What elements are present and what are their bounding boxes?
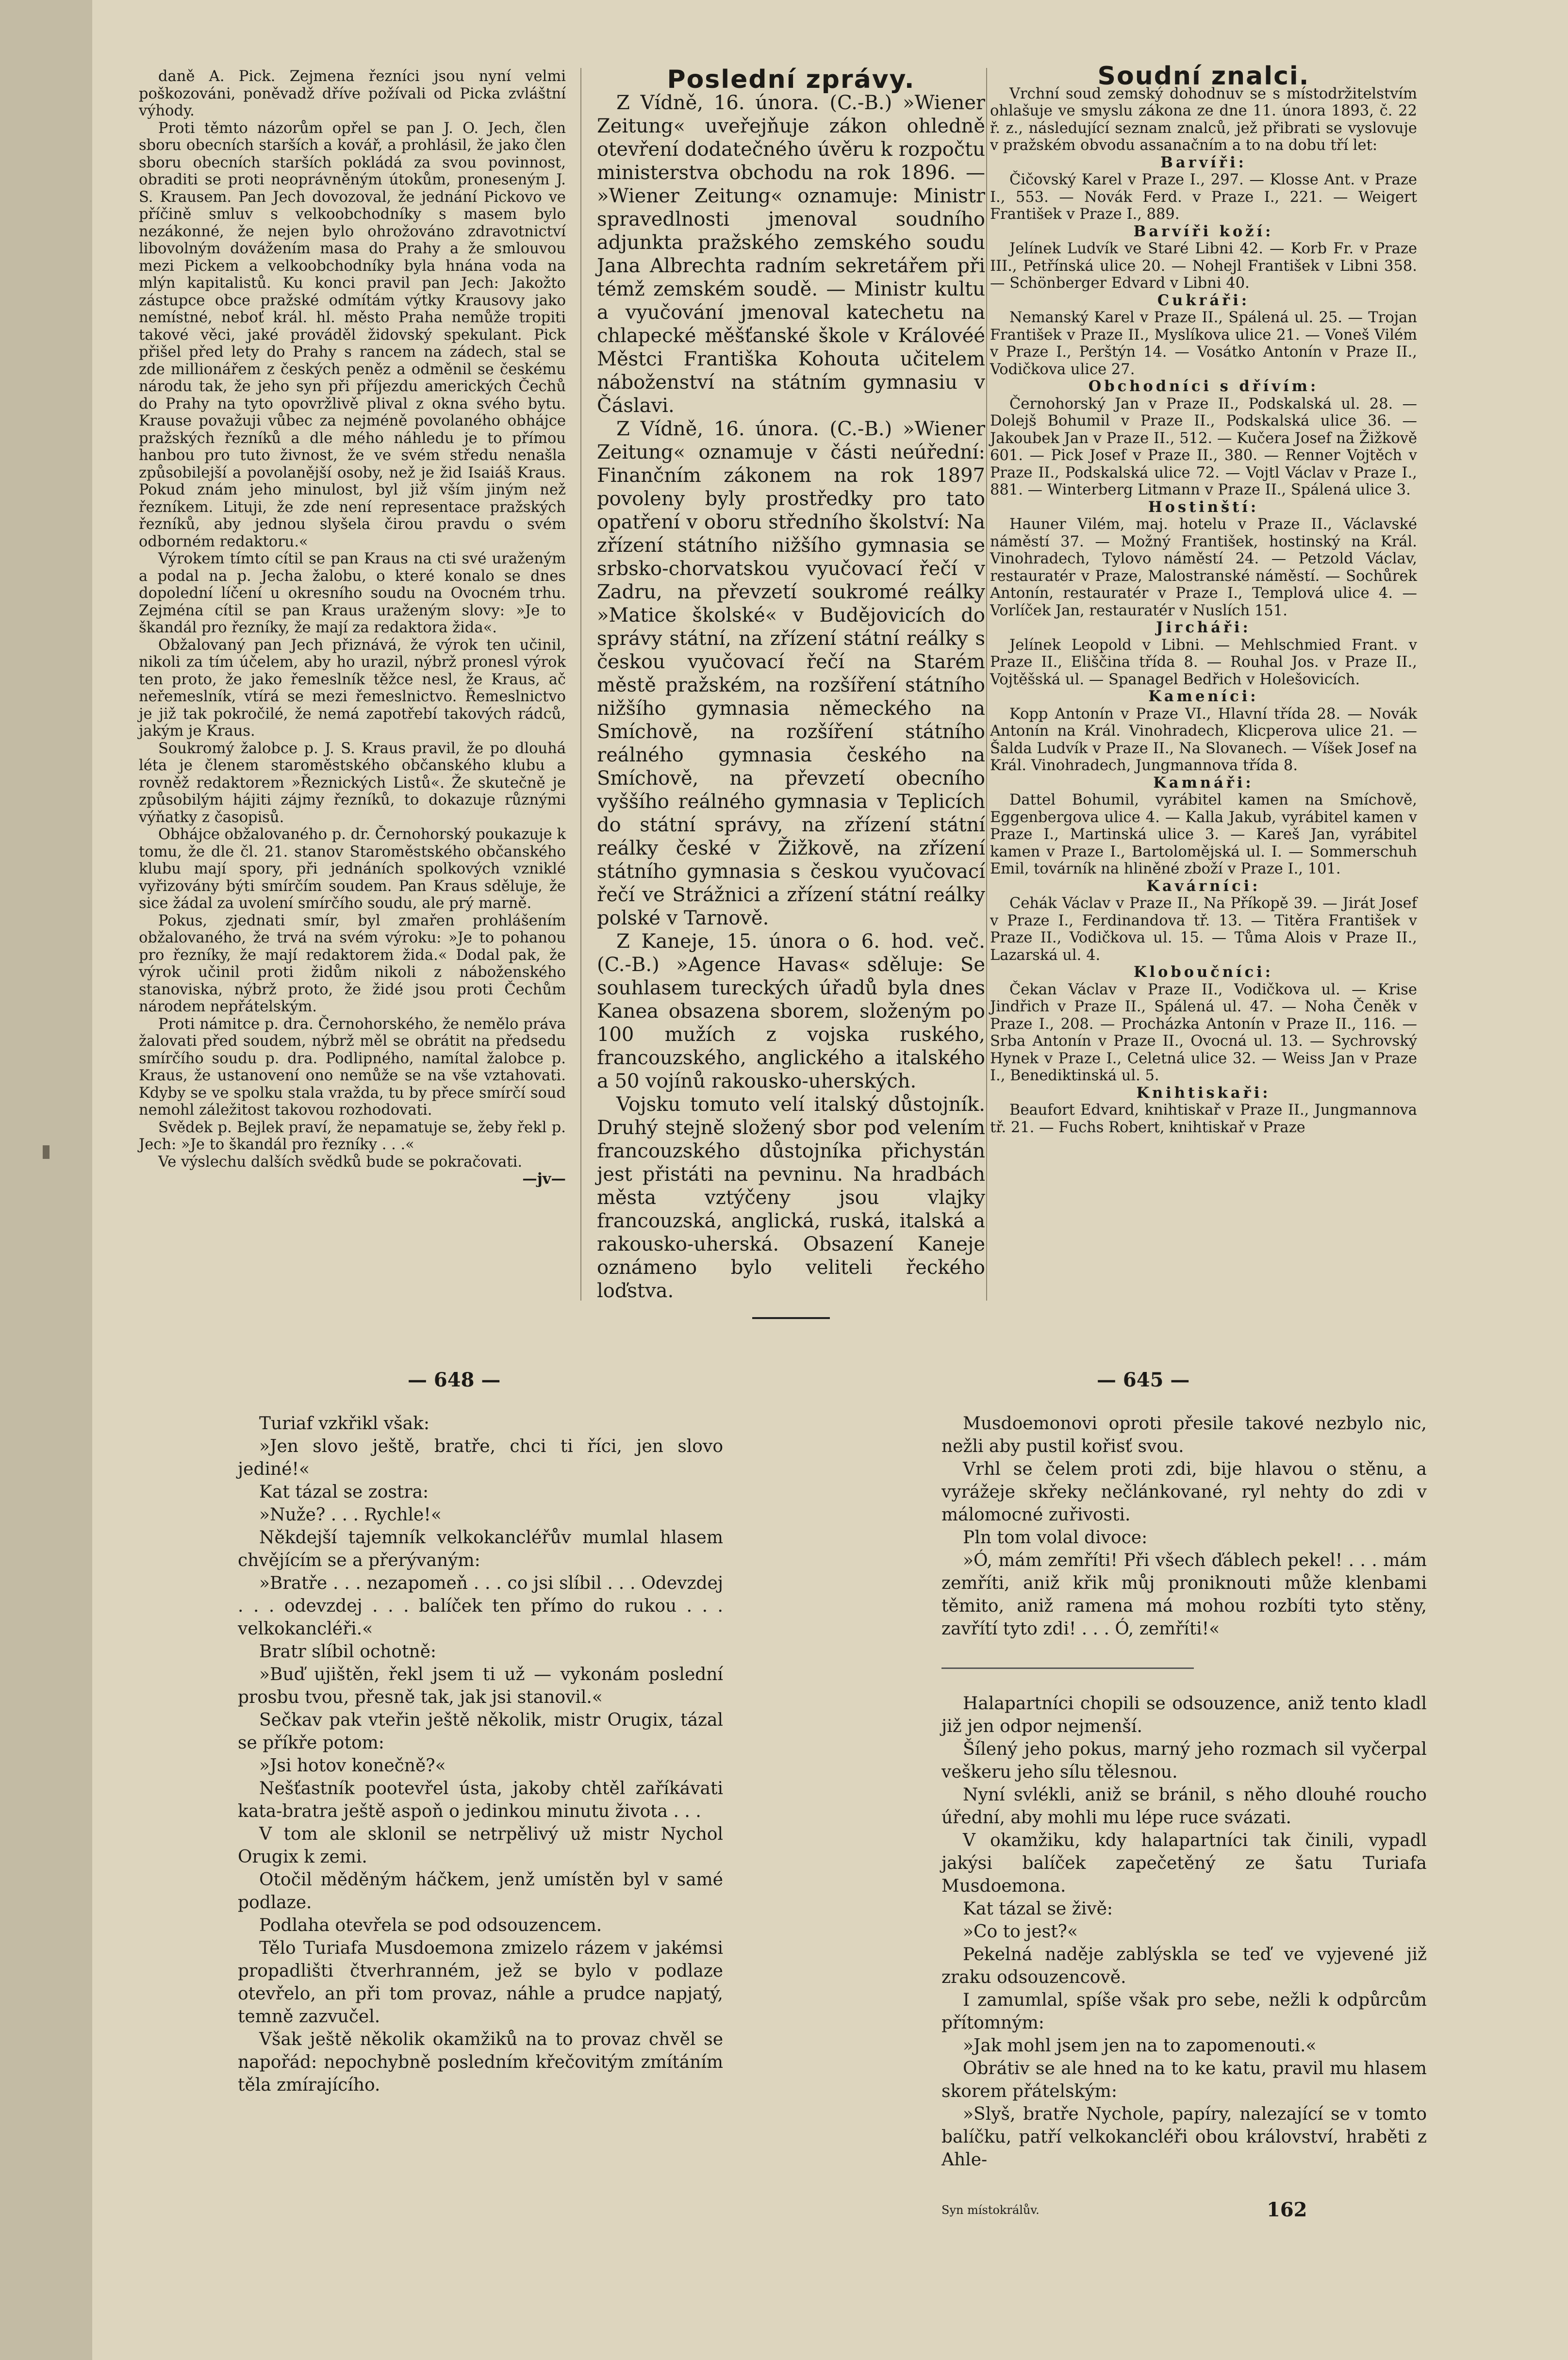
novel-paragraph: Pln tom volal divoce: bbox=[963, 1528, 1148, 1548]
trade-heading: Barvíři koží: bbox=[1133, 222, 1274, 240]
left-article-column bbox=[139, 68, 566, 1188]
novel-paragraph: Vrhl se čelem proti zdi, bije hlavou o stěnu, a vyrážeje skřeky nečlánkované, ryl nehty do zdi v málomocné zuřivosti. bbox=[941, 1459, 1427, 1525]
novel-paragraph: »Jak mohl jsem jen na to zapomenouti.« bbox=[963, 2036, 1317, 2056]
trade-list: Beaufort Edvard, knihtiskař v Praze II., Jungmannova tř. 21. — Fuchs Robert, knihtiskař v Praze bbox=[990, 1102, 1417, 1136]
binding-mark bbox=[43, 1145, 50, 1159]
novel-paragraph: Kat tázal se živě: bbox=[963, 1899, 1113, 1919]
trade-heading: Jircháři: bbox=[1156, 619, 1251, 636]
left-paragraph: Proti námitce p. dra. Černohorského, že nemělo práva žalovati před soudem, nýbrž měl se obrátit na předsedu smírčího soudu p. dra. Podlipného, namítal žalobce p. Kraus, že ustanovení ono nemůže se na vše vztahovati. Kdyby se ve spolku stala vražda, tu by přece smírčí soud nemohl záležitost takovou rozhodovati. bbox=[139, 1015, 566, 1119]
signature-mark: Syn místokrálův. bbox=[941, 2203, 1040, 2217]
author-signature: —jv— bbox=[522, 1170, 566, 1188]
trade-list: Čekan Václav v Praze II., Vodičkova ul. — Krise Jindřich v Praze II., Spálená ul. 47. — Noha Čeněk v Praze I., 208. — Procházka Antonín v Praze II., 116. — Srba Antonín v Praze II., Ovocná ul. 13. — Sychrovský Hynek v Praze I., Celetná ulice 32. — Weiss Jan v Praze I., Benediktinská ul. 5. bbox=[990, 981, 1417, 1084]
trade-heading: Kloboučníci: bbox=[1133, 963, 1274, 981]
left-paragraph: Obhájce obžalovaného p. dr. Černohorský poukazuje k tomu, že dle čl. 21. stanov Staroměstského občanského klubu mají spory, při jednáních spolkových vzniklé vyřizovány býti smírčím soudem. Pan Kraus sděluje, že sice žádal za uvolení smírčího soudu, ale prý marně. bbox=[139, 826, 566, 912]
column-rule bbox=[986, 68, 987, 1301]
news-item: Vojsku tomuto velí italský důstojník. Druhý stejně složený sbor pod velením francouzského důstojníka přichystán jest přistáti na pevninu. Na hradbách města vztýčeny jsou vlajky francouzská, anglická, ruská, italská a rakousko-uherská. Obsazení Kaneje oznámeno bylo veliteli řeckého loďstva. bbox=[597, 1093, 985, 1302]
left-paragraph: Obžalovaný pan Jech přiznává, že výrok ten učinil, nikoli za tím účelem, aby ho urazil, nýbrž pronesl výrok ten proto, že jako řemeslník těžce nesl, že Kraus, ač neřemeslník, vtírá se mezi řemeslnictvo. Řemeslnictvo je již tak pokročilé, že nemá zapotřebí takových rádců, jakým je Kraus. bbox=[139, 636, 566, 740]
trade-heading: Kamnáři: bbox=[1153, 774, 1254, 792]
left-paragraph: daně A. Pick. Zejmena řezníci jsou nyní velmi poškozováni, poněvadž dříve požívali od Picka zvláštní výhody. bbox=[139, 68, 566, 119]
novel-paragraph: Turiaf vzkřikl však: bbox=[259, 1414, 429, 1434]
news-item: Z Kaneje, 15. února o 6. hod. več. (C.-B.) »Agence Havas« sděluje: Se souhlasem tureckých úřadů byla dnes Kanea obsazena sborem, složeným po 100 mužích z vojska ruského, francouzského, anglického a italského a 50 vojínů rakousko-uherských. bbox=[597, 930, 985, 1092]
novel-paragraph: Tělo Turiafa Musdoemona zmizelo rázem v jakémsi propadlišti čtverhranném, jež se bylo v podlaze otevřelo, an při tom provaz, náhle a prudce napjatý, temně zazvučel. bbox=[238, 1938, 723, 2027]
left-paragraph: Soukromý žalobce p. J. S. Kraus pravil, že po dlouhá léta je členem staroměstského občanského klubu a rovněž redaktorem »Řeznických Listů«. Že skutečně je způsobilým hájiti zájmy řezníků, to dokazuje různými výňatky z časopisů. bbox=[139, 740, 566, 826]
sheet-number: 162 bbox=[1267, 2198, 1307, 2221]
right-experts-column bbox=[990, 62, 1417, 1136]
page-number-left: — 648 — bbox=[408, 1369, 501, 1391]
left-paragraph: Proti těmto názorům opřel se pan J. O. Jech, člen sboru obecních starších a kovář, a prohlásil, že jako člen sboru obecních starších pokládá za svou povinnost, obraditi se proti neoprávněným útokům, proneseným J. S. Krausem. Pan Jech dovozoval, že jednání Pickovo ve příčině smluv s velkoobchodníky s masem bylo nezákonné, že nejen bylo ohrožováno zdravotnictví libovolným dovážením masa do Prahy a že smlouvou mezi Pickem a velkoobchodníky byla hnána voda na mlýn kapitalistů. Ku konci pravil pan Jech: Jakožto zástupce obce pražské odmítám výtky Krausovy jako nemístné, neboť král. hl. město Praha nemůže tropiti takové věci, jaké prováděl židovský spekulant. Pick přišel před lety do Prahy s rancem na zádech, stal se zde millionářem z českých peněz a odměnil se českému národu tak, že jeho syn při příjezdu amerických Čechů do Prahy na tyto opovržlivě plival z okna svého bytu. Krause považuji vůbec za nejméně povolaného obhájce pražských řezníků a dle mého náhledu je to přímou hanbou pro tuto živnost, že ve svém středu nenašla způsobilejší a povolanější osoby, než je žid Isaiáš Kraus. Pokud znám jeho minulost, byl již vším jiným než řezníkem. Lituji, že zde není representace pražských řezníků, aby jednou slyšela čirou pravdu o svém odborném redaktoru.« bbox=[139, 119, 566, 550]
novel-paragraph: »Bratře . . . nezapomeň . . . co jsi slíbil . . . Odevzdej . . . odevzdej . . . balíček ten přímo do rukou . . . velkokancléři.« bbox=[238, 1573, 723, 1639]
novel-paragraph: Halapartníci chopili se odsouzence, aniž tento kladl již jen odpor nejmenší. bbox=[941, 1694, 1427, 1736]
column-rule bbox=[580, 68, 581, 1301]
novel-paragraph: Musdoemonovi oproti přesile takové nezbylo nic, nežli aby pustil kořisť svou. bbox=[941, 1414, 1427, 1456]
novel-paragraph: V tom ale sklonil se netrpělivý už mistr Nychol Orugix k zemi. bbox=[238, 1824, 723, 1867]
trade-heading: Cukráři: bbox=[1157, 291, 1250, 309]
novel-paragraph: Nešťastník pootevřel ústa, jakoby chtěl zaříkávati kata-bratra ještě aspoň o jedinkou minutu života . . . bbox=[238, 1779, 723, 1821]
trade-list: Hauner Vilém, maj. hotelu v Praze II., Václavské náměstí 37. — Možný František, hostinský na Král. Vinohradech, Tylovo náměstí 24. — Petzold Václav, restauratér v Praze, Malostranské náměstí. — Sochůrek Antonín, restauratér v Praze I., Templová ulice 4. — Vorlíček Jan, restauratér v Nuslích 151. bbox=[990, 516, 1417, 619]
trade-list: Jelínek Leopold v Libni. — Mehlschmied Frant. v Praze II., Eliščina třída 8. — Rouhal Jos. v Praze II., Vojtěšská ul. — Spanagel Bedřich v Holešovicích. bbox=[990, 636, 1417, 688]
novel-paragraph: »Nuže? . . . Rychle!« bbox=[259, 1505, 442, 1525]
novel-left-page bbox=[238, 1412, 723, 2096]
binding-edge bbox=[0, 0, 92, 2360]
novel-paragraph: Bratr slíbil ochotně: bbox=[259, 1642, 437, 1662]
trade-heading: Knihtiskaři: bbox=[1136, 1084, 1271, 1102]
novel-paragraph: Nyní svlékli, aniž se bránil, s něho dlouhé roucho úřední, aby mohli mu lépe ruce svázati. bbox=[941, 1785, 1427, 1828]
novel-paragraph: V okamžiku, kdy halapartníci tak činili, vypadl jakýsi balíček zapečetěný ze šatu Turiafa Musdoemona. bbox=[941, 1831, 1427, 1896]
novel-paragraph: »Slyš, bratře Nychole, papíry, nalezající se v tomto balíčku, patří velkokancléři obou království, hraběti z Ahle- bbox=[941, 2104, 1427, 2170]
trade-list: Nemanský Karel v Praze II., Spálená ul. 25. — Trojan František v Praze II., Myslíkova ulice 21. — Voneš Vilém v Praze I., Perštýn 14. — Vosátko Antonín v Praze II., Vodičkova ulice 27. bbox=[990, 309, 1417, 378]
left-paragraph: Svědek p. Bejlek praví, že nepamatuje se, žeby řekl p. Jech: »Je to škandál pro řezníky . . .« bbox=[139, 1119, 566, 1153]
middle-news-column bbox=[597, 65, 985, 1319]
section-heading-latest-news: Poslední zprávy. bbox=[667, 65, 915, 94]
trade-heading: Kavárníci: bbox=[1146, 877, 1261, 895]
novel-paragraph: Kat tázal se zostra: bbox=[259, 1482, 429, 1502]
trade-heading: Kameníci: bbox=[1148, 688, 1259, 705]
trade-list: Dattel Bohumil, vyrábitel kamen na Smíchově, Eggenbergova ulice 4. — Kalla Jakub, vyrábitel kamen v Praze I., Martinská ulice 3. — Kareš Jan, vyrábitel kamen v Praze I., Bartolomějská ul. I. — Sommerschuh Emil, továrník na hliněné zboží v Praze I., 101. bbox=[990, 792, 1417, 877]
section-end-rule bbox=[752, 1317, 830, 1319]
trade-list: Jelínek Ludvík ve Staré Libni 42. — Korb Fr. v Praze III., Petřínská ulice 20. — Nohejl František v Libni 358. — Schönberger Edvard v Libni 40. bbox=[990, 240, 1417, 292]
novel-paragraph: »Co to jest?« bbox=[963, 1922, 1078, 1942]
intro-paragraph: Vrchní soud zemský dohodnuv se s místodržitelstvím ohlašuje ve smyslu zákona ze dne 11. února 1893, č. 22 ř. z., následující seznam znalců, jež přibrati se vyslovuje v pražském obvodu assanačním a to na dobu tří let: bbox=[990, 85, 1417, 154]
novel-paragraph: Podlaha otevřela se pod odsouzencem. bbox=[259, 1915, 602, 1935]
page-number-right: — 645 — bbox=[1097, 1369, 1190, 1391]
novel-paragraph: Pekelná naděje zablýskla se teď ve vyjevené již zraku odsouzencově. bbox=[941, 1945, 1427, 1987]
novel-paragraph: »Ó, mám zemříti! Při všech ďáblech pekel! . . . mám zemříti, aniž křik můj proniknouti může klenbami těmito, aniž ramena má mohou rozbíti tyto stěny, zavřítí tyto zdi! . . . Ó, zemříti!« bbox=[941, 1551, 1427, 1639]
trade-heading: Obchodníci s dřívím: bbox=[1088, 378, 1319, 395]
novel-paragraph: Někdejší tajemník velkokancléřův mumlal hlasem chvějícím se a přerývaným: bbox=[238, 1528, 723, 1570]
novel-paragraph: Šílený jeho pokus, marný jeho rozmach sil vyčerpal veškeru jeho sílu tělesnou. bbox=[941, 1739, 1427, 1782]
novel-paragraph: Otočil měděným háčkem, jenž umístěn byl v samé podlaze. bbox=[238, 1870, 723, 1913]
novel-right-page bbox=[941, 1412, 1427, 2171]
trade-list: Černohorský Jan v Praze II., Podskalská ul. 28. — Dolejš Bohumil v Praze II., Podskalská ulice 36. — Jakoubek Jan v Praze II., 512. — Kučera Josef na Žižkově 601. — Pick Josef v Praze II., 380. — Renner Vojtěch v Praze II., Podskalská ulice 72. — Vojtl Václav v Praze I., 881. — Winterberg Litmann v Praze II., Spálená ulice 3. bbox=[990, 395, 1417, 498]
trade-list: Čičovský Karel v Praze I., 297. — Klosse Ant. v Praze I., 553. — Novák Ferd. v Praze I., 221. — Weigert František v Praze I., 889. bbox=[990, 171, 1417, 223]
left-paragraph: Výrokem tímto cítil se pan Kraus na cti své uraženým a podal na p. Jecha žalobu, o které konalo se dnes dopolední líčení u okresního soudu na Ovocném trhu. Zejména cítil se pan Kraus uraženým slovy: »Je to škandál pro řezníky, že mají za redaktora žida«. bbox=[139, 550, 566, 636]
news-item: Z Vídně, 16. února. (C.-B.) »Wiener Zeitung« oznamuje v části neúřední: Finančním zákonem na rok 1897 povoleny byly prostředky pro tato opatření v oboru středního školství: Na zřízení státního nižšího gymnasia se srbsko-chorvatskou vyučovací řečí v Zadru, na převzetí soukromé reálky »Matice školské« v Budějovicích do správy státní, na zřízení státní reálky s českou vyučovací řečí na Starém městě pražském, na rozšíření státního nižšího gymnasia německého na Smíchově, na rozšíření státního reálného gymnasia českého na Smíchově, na převzetí obecního vyššího reálného gymnasia v Teplicích do státní správy, na zřízení státní reálky české v Žižkově, na zřízení státního gymnasia s českou vyučovací řečí ve Strážnici a zřízení státní reálky polské v Tarnově. bbox=[597, 418, 985, 929]
novel-paragraph: Však ještě několik okamžiků na to provaz chvěl se napořád: nepochybně posledním křečovitým zmítáním těla zmírajícího. bbox=[238, 2030, 723, 2095]
trade-list: Cehák Václav v Praze II., Na Příkopě 39. — Jirát Josef v Praze I., Ferdinandova tř. 13. — Titěra František v Praze II., Vodičkova ul. 15. — Tůma Alois v Praze II., Lazarská ul. 4. bbox=[990, 895, 1417, 964]
news-item: Z Vídně, 16. února. (C.-B.) »Wiener Zeitung« uveřejňuje zákon ohledně otevření dodatečného úvěru k rozpočtu ministerstva obchodu na rok 1896. — »Wiener Zeitung« oznamuje: Ministr spravedlnosti jmenoval soudního adjunkta pražského zemského soudu Jana Albrechta radním sekretářem při témž zemském soudě. — Ministr kultu a vyučování jmenoval katechetu na chlapecké měšťanské škole v Královéé Městci Františka Kohouta učitelem náboženství na státním gymnasiu v Čáslavi. bbox=[597, 92, 985, 417]
novel-paragraph: I zamumlal, spíše však pro sebe, nežli k odpůrcům přítomným: bbox=[941, 1990, 1427, 2033]
novel-paragraph: »Jsi hotov konečně?« bbox=[259, 1756, 446, 1776]
section-heading-court-experts: Soudní znalci. bbox=[1097, 62, 1310, 91]
trade-heading: Hostinští: bbox=[1148, 498, 1259, 516]
novel-paragraph: »Buď ujištěn, řekl jsem ti už — vykonám poslední prosbu tvou, přesně tak, jak jsi stanovil.« bbox=[238, 1665, 723, 1707]
left-paragraph: Pokus, zjednati smír, byl zmařen prohlášením obžalovaného, že trvá na svém výroku: »Je to pohanou pro řezníky, že mají redaktorem žida.« Dodal pak, že výrok učinil proti židům nikoli z náboženského stanoviska, nýbrž proto, že židé jsou proti Čechům národem nepřátelským. bbox=[139, 912, 566, 1015]
novel-paragraph: Sečkav pak vteřin ještě několik, mistr Orugix, tázal se příkře potom: bbox=[238, 1710, 723, 1753]
trade-heading: Barvíři: bbox=[1160, 153, 1247, 171]
trade-list: Kopp Antonín v Praze VI., Hlavní třída 28. — Novák Antonín na Král. Vinohradech, Klicperova ulice 21. — Šalda Ludvík v Praze II., Na Slovanech. — Víšek Josef na Král. Vinohradech, Jungmannova třída 8. bbox=[990, 705, 1417, 774]
novel-paragraph: »Jen slovo ještě, bratře, chci ti říci, jen slovo jediné!« bbox=[238, 1436, 723, 1479]
left-paragraph: Ve výslechu dalších svědků bude se pokračovati. bbox=[158, 1153, 523, 1171]
scene-break-rule bbox=[941, 1667, 1194, 1669]
novel-paragraph: Obrátiv se ale hned na to ke katu, pravil mu hlasem skorem přátelským: bbox=[941, 2059, 1427, 2101]
